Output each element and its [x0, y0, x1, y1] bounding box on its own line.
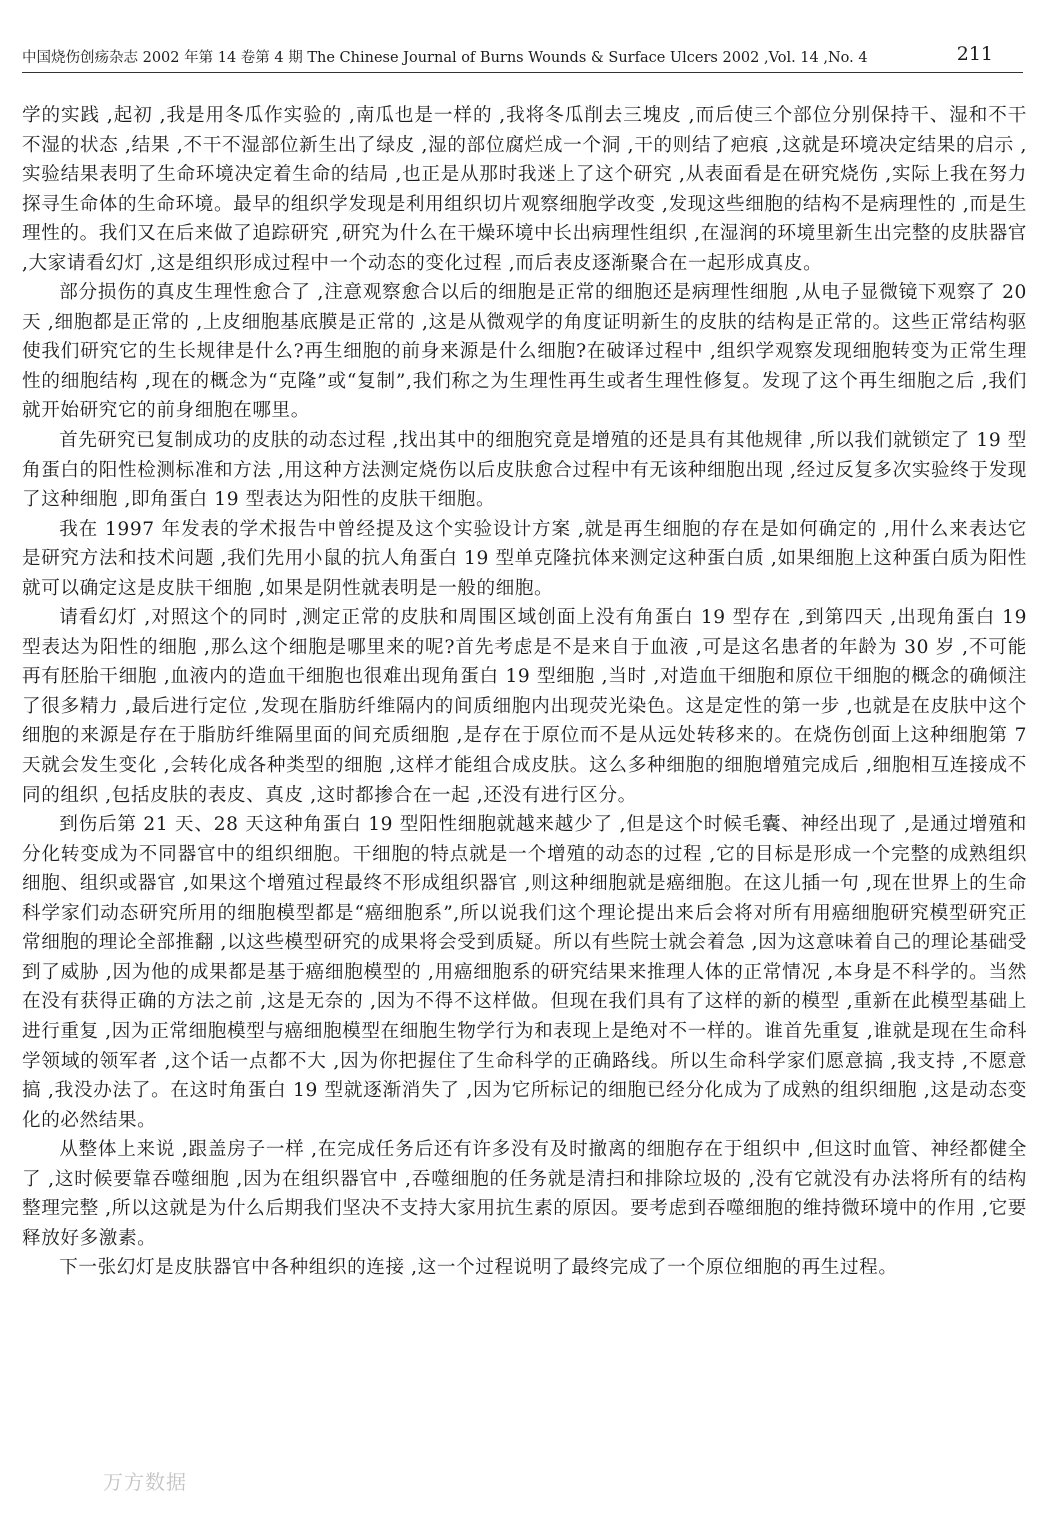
paragraph: 首先研究已复制成功的皮肤的动态过程 ,找出其中的细胞究竟是增殖的还是具有其他规律 ,所以我们就锁定了 19 型角蛋白的阳性检测标准和方法 ,用这种方法测定烧伤以后皮肤愈合过程中有无该种细胞出现 ,经过反复多次实验终于发现了这种细胞 ,即角蛋白 19 型表达为阳性的皮肤干细胞。 [22, 430, 1027, 511]
watermark: 万方数据 [103, 1470, 187, 1494]
paragraph: 我在 1997 年发表的学术报告中曾经提及这个实验设计方案 ,就是再生细胞的存在是如何确定的 ,用什么来表达它是研究方法和技术问题 ,我们先用小鼠的抗人角蛋白 19 型单克隆抗体来测定这种蛋白质 ,如果细胞上这种蛋白质为阳性就可以确定这是皮肤干细胞 ,如果是阴性就表明是一般的细胞。 [22, 518, 1027, 599]
page-number: 211 [956, 43, 993, 65]
paragraph: 从整体上来说 ,跟盖房子一样 ,在完成任务后还有许多没有及时撤离的细胞存在于组织中 ,但这时血管、神经都健全了 ,这时候要靠吞噬细胞 ,因为在组织器官中 ,吞噬细胞的任务就是清扫和排除垃圾的 ,没有它就没有办法将所有的结构整理完整 ,所以这就是为什么后期我们坚决不支持大家用抗生素的原因。要考虑到吞噬细胞的维持微环境中的作用 ,它要释放好多激素。 [22, 1139, 1027, 1249]
paragraph: 下一张幻灯是皮肤器官中各种组织的连接 ,这一个过程说明了最终完成了一个原位细胞的再生过程。 [59, 1257, 898, 1279]
paragraph: 到伤后第 21 天、28 天这种角蛋白 19 型阳性细胞就越来越少了 ,但是这个时候毛囊、神经出现了 ,是通过增殖和分化转变成为不同器官中的组织细胞。干细胞的特点就是一个增殖的动态的过程 ,它的目标是形成一个完整的成熟组织细胞、组织或器官 ,如果这个增殖过程最终不形成组织器官 ,则这种细胞就是癌细胞。在这儿插一句 ,现在世界上的生命科学家们动态研究所用的细胞模型都是“癌细胞系”,所以说我们这个理论提出来后会将对所有用癌细胞研究模型研究正常细胞的理论全部推翻 ,以这些模型研究的成果将会受到质疑。所以有些院士就会着急 ,因为这意味着自己的理论基础受到了威胁 ,因为他的成果都是基于癌细胞模型的 ,用癌细胞系的研究结果来推理人体的正常情况 ,本身是不科学的。当然在没有获得正确的方法之前 ,这是无奈的 ,因为不得不这样做。但现在我们具有了这样的新的模型 ,重新在此模型基础上进行重复 ,因为正常细胞模型与癌细胞模型在细胞生物学行为和表现上是绝对不一样的。谁首先重复 ,谁就是现在生命科学领域的领军者 ,这个话一点都不大 ,因为你把握住了生命科学的正确路线。所以生命科学家们愿意搞 ,我支持 ,不愿意搞 ,我没办法了。在这时角蛋白 19 型就逐渐消失了 ,因为它所标记的细胞已经分化成为了成熟的组织细胞 ,这是动态变化的必然结果。 [22, 814, 1027, 1131]
article-body [22, 101, 1027, 1283]
journal-running-head: 中国烧伤创疡杂志 2002 年第 14 卷第 4 期 The Chinese Journal of Burns Wounds & Surface Ulcers 2002 ,Vol. 14 ,No. 4 [22, 50, 868, 66]
running-header [22, 44, 1023, 73]
paragraph: 部分损伤的真皮生理性愈合了 ,注意观察愈合以后的细胞是正常的细胞还是病理性细胞 ,从电子显微镜下观察了 20 天 ,细胞都是正常的 ,上皮细胞基底膜是正常的 ,这是从微观学的角度证明新生的皮肤的结构是正常的。这些正常结构驱使我们研究它的生长规律是什么?再生细胞的前身来源是什么细胞?在破译过程中 ,组织学观察发现细胞转变为正常生理性的细胞结构 ,现在的概念为“克隆”或“复制”,我们称之为生理性再生或者生理性修复。发现了这个再生细胞之后 ,我们就开始研究它的前身细胞在哪里。 [22, 282, 1027, 422]
paragraph: 学的实践 ,起初 ,我是用冬瓜作实验的 ,南瓜也是一样的 ,我将冬瓜削去三塊皮 ,而后使三个部位分别保持干、湿和不干不湿的状态 ,结果 ,不干不湿部位新生出了绿皮 ,湿的部位腐烂成一个洞 ,干的则结了疤痕 ,这就是环境决定结果的启示 ,实验结果表明了生命环境决定着生命的结局 ,也正是从那时我迷上了这个研究 ,从表面看是在研究烧伤 ,实际上我在努力探寻生命体的生命环境。最早的组织学发现是利用组织切片观察细胞学改变 ,发现这些细胞的结构不是病理性的 ,而是生理性的。我们又在后来做了追踪研究 ,研究为什么在干燥环境中长出病理性组织 ,在湿润的环境里新生出完整的皮肤器官 ,大家请看幻灯 ,这是组织形成过程中一个动态的变化过程 ,而后表皮逐渐聚合在一起形成真皮。 [22, 105, 1027, 274]
paragraph: 请看幻灯 ,对照这个的同时 ,测定正常的皮肤和周围区域创面上没有角蛋白 19 型存在 ,到第四天 ,出现角蛋白 19 型表达为阳性的细胞 ,那么这个细胞是哪里来的呢?首先考虑是不是来自于血液 ,可是这名患者的年龄为 30 岁 ,不可能再有胚胎干细胞 ,血液内的造血干细胞也很难出现角蛋白 19 型细胞 ,当时 ,对造血干细胞和原位干细胞的概念的确倾注了很多精力 ,最后进行定位 ,发现在脂肪纤维隔内的间质细胞内出现荧光染色。这是定性的第一步 ,也就是在皮肤中这个细胞的来源是存在于脂肪纤维隔里面的间充质细胞 ,是存在于原位而不是从远处转移来的。在烧伤创面上这种细胞第 7 天就会发生变化 ,会转化成各种类型的细胞 ,这样才能组合成皮肤。这么多种细胞的细胞增殖完成后 ,细胞相互连接成不同的组织 ,包括皮肤的表皮、真皮 ,这时都掺合在一起 ,还没有进行区分。 [22, 607, 1027, 806]
